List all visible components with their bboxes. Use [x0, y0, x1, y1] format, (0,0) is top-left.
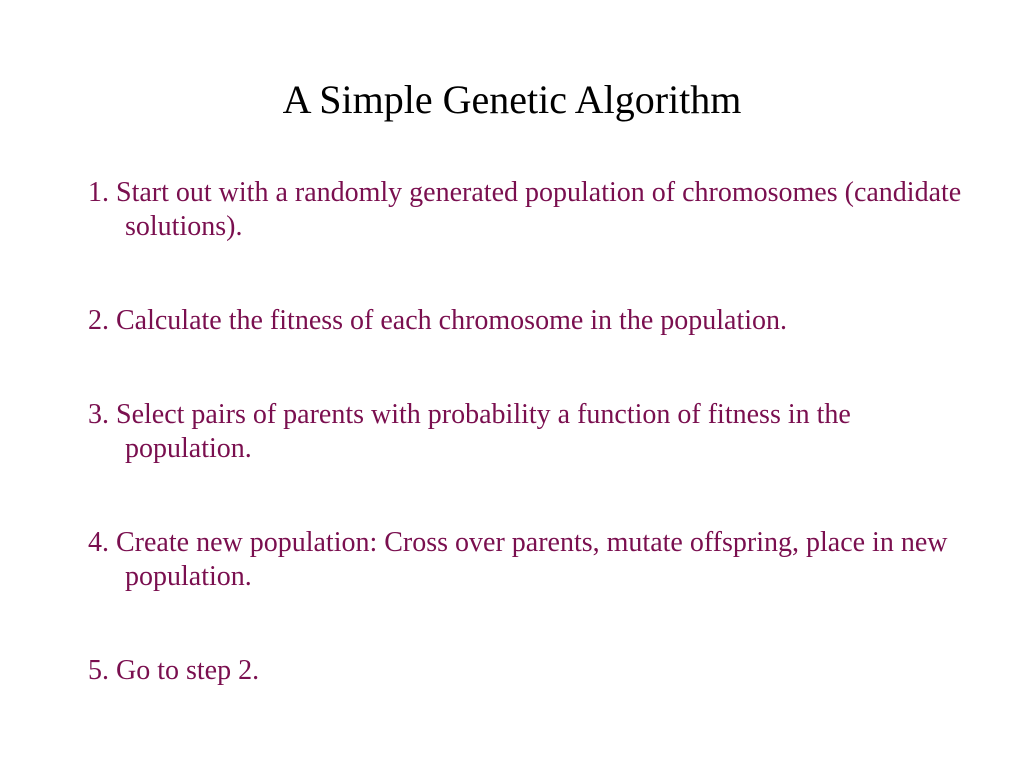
step-item: 1. Start out with a randomly generated population of chromosomes (candidate solutions).	[88, 177, 962, 242]
step-item: 3. Select pairs of parents with probability a function of fitness in the population.	[88, 399, 851, 464]
steps-list	[88, 176, 968, 688]
step-item: 2. Calculate the fitness of each chromosome in the population.	[88, 305, 788, 336]
step-item: 5. Go to step 2.	[88, 655, 260, 686]
slide-title: A Simple Genetic Algorithm	[282, 77, 742, 122]
step-item: 4. Create new population: Cross over parents, mutate offspring, place in new population.	[88, 527, 948, 592]
